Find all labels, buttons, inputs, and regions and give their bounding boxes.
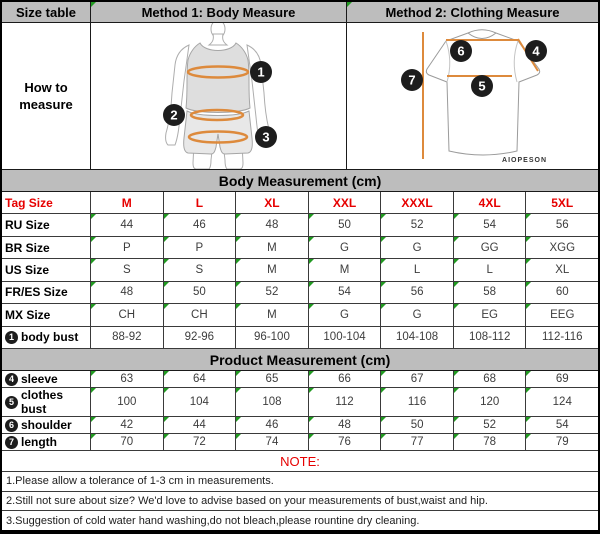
comment-corner-icon bbox=[454, 214, 459, 219]
row-label bbox=[2, 371, 91, 387]
method2-header bbox=[347, 2, 598, 23]
cell-value-text: 69 bbox=[555, 373, 569, 385]
method1-header bbox=[91, 2, 347, 23]
cell-value-text: 112 bbox=[335, 396, 354, 408]
cell-value bbox=[309, 371, 382, 387]
cell-value-text: XXXL bbox=[401, 195, 433, 210]
comment-corner-icon bbox=[91, 434, 96, 439]
cell-value bbox=[91, 214, 164, 235]
cell-value bbox=[309, 259, 382, 280]
comment-corner-icon bbox=[309, 417, 314, 422]
how-to-line2: measure bbox=[19, 97, 73, 112]
comment-corner-icon bbox=[526, 388, 531, 393]
body-diagram-cell bbox=[91, 23, 347, 170]
comment-corner-icon bbox=[526, 282, 531, 287]
cell-value-text: 79 bbox=[555, 436, 569, 448]
comment-corner-icon bbox=[526, 304, 531, 309]
comment-corner-icon bbox=[454, 388, 459, 393]
cell-value-text: 54 bbox=[555, 419, 569, 431]
cell-value-text: 54 bbox=[338, 286, 351, 299]
body-marker-3-label: 3 bbox=[262, 129, 270, 145]
row-label-text: clothes bust bbox=[21, 388, 64, 416]
comment-corner-icon bbox=[236, 434, 241, 439]
row-label bbox=[2, 327, 91, 348]
table-row bbox=[2, 327, 598, 349]
row-label bbox=[2, 214, 91, 235]
comment-corner-icon bbox=[454, 417, 459, 422]
cell-value bbox=[236, 237, 309, 258]
shirt-marker-5-label: 5 bbox=[478, 78, 486, 94]
cell-value bbox=[236, 371, 309, 387]
comment-corner-icon bbox=[164, 371, 169, 376]
top-header-row bbox=[2, 2, 598, 23]
cell-value-text: 88-92 bbox=[112, 331, 142, 344]
cell-value bbox=[236, 327, 309, 348]
comment-corner-icon bbox=[91, 237, 96, 242]
cell-value-text: GG bbox=[480, 241, 499, 254]
cell-value bbox=[454, 371, 527, 387]
cell-value bbox=[309, 282, 382, 303]
cell-value bbox=[91, 371, 164, 387]
cell-value bbox=[526, 214, 598, 235]
cell-value-text: 108 bbox=[262, 396, 282, 408]
comment-corner-icon bbox=[381, 259, 386, 264]
cell-value bbox=[526, 304, 598, 325]
cell-value bbox=[381, 434, 454, 450]
shirt-marker-4-label: 4 bbox=[532, 43, 540, 59]
cell-value-text: G bbox=[340, 241, 349, 254]
method1-label: Method 1: Body Measure bbox=[141, 4, 296, 20]
cell-value-text: 50 bbox=[192, 286, 206, 299]
cell-value-text: 50 bbox=[410, 419, 424, 431]
cell-value bbox=[454, 434, 527, 450]
cell-value bbox=[454, 282, 527, 303]
cell-value bbox=[526, 237, 598, 258]
cell-value-text: G bbox=[412, 241, 422, 254]
cell-value-text: S bbox=[122, 263, 131, 276]
comment-corner-icon bbox=[381, 417, 386, 422]
cell-value bbox=[236, 388, 309, 416]
cell-value-text: L bbox=[486, 263, 493, 276]
cell-value-text: M bbox=[267, 241, 277, 254]
cell-value bbox=[164, 434, 237, 450]
body-neck bbox=[209, 34, 227, 45]
row-label bbox=[2, 259, 91, 280]
cell-value bbox=[454, 214, 527, 235]
cell-value bbox=[381, 304, 454, 325]
cell-value bbox=[381, 388, 454, 416]
shirt-marker-5 bbox=[471, 75, 493, 97]
comment-corner-icon bbox=[526, 237, 531, 242]
cell-value-text: 56 bbox=[555, 219, 569, 232]
comment-corner-icon bbox=[526, 214, 531, 219]
cell-value bbox=[309, 327, 382, 348]
cell-value bbox=[381, 371, 454, 387]
cell-value bbox=[526, 371, 598, 387]
cell-value bbox=[454, 388, 527, 416]
cell-value-text: 112-116 bbox=[542, 331, 583, 344]
cell-value bbox=[91, 417, 164, 433]
row-label-text: US Size bbox=[5, 262, 50, 277]
comment-corner-icon bbox=[381, 388, 386, 393]
comment-corner-icon bbox=[309, 282, 314, 287]
cell-value bbox=[309, 434, 382, 450]
row-label-text: sleeve bbox=[21, 372, 58, 386]
comment-corner-icon bbox=[91, 417, 96, 422]
cell-value-text: XGG bbox=[549, 241, 576, 254]
cell-value-text: M bbox=[121, 195, 132, 210]
cell-value-text: 116 bbox=[407, 396, 427, 408]
diagram-row bbox=[2, 23, 598, 170]
shirt-marker-4 bbox=[525, 40, 547, 62]
comment-corner-icon bbox=[454, 304, 459, 309]
cell-value bbox=[526, 417, 598, 433]
cell-value-text: 52 bbox=[410, 219, 424, 232]
cell-value-text: 65 bbox=[265, 373, 279, 385]
cell-value bbox=[526, 259, 598, 280]
cell-value-text: M bbox=[267, 308, 277, 321]
row-label bbox=[2, 434, 91, 450]
cell-value bbox=[381, 237, 454, 258]
row-label-text: MX Size bbox=[5, 307, 51, 322]
row-label-text: FR/ES Size bbox=[5, 285, 68, 300]
comment-corner-icon bbox=[526, 259, 531, 264]
shirt-diagram-cell bbox=[347, 23, 598, 170]
cell-value-text: 77 bbox=[410, 436, 424, 448]
cell-value bbox=[164, 192, 237, 213]
body-measure-diagram bbox=[91, 23, 346, 169]
cell-value bbox=[454, 327, 527, 348]
cell-value-text: 48 bbox=[120, 286, 134, 299]
cell-value-text: XXL bbox=[332, 195, 357, 210]
cell-value-text: 67 bbox=[410, 373, 424, 385]
note-item: 3.Suggestion of cold water hand washing,do not bleach,please rountine dry cleaning. bbox=[6, 514, 420, 527]
comment-corner-icon bbox=[454, 259, 459, 264]
cell-value bbox=[236, 434, 309, 450]
marker-1-icon: 1 bbox=[5, 331, 18, 344]
comment-corner-icon bbox=[164, 282, 169, 287]
comment-corner-icon bbox=[236, 388, 241, 393]
row-label-text: RU Size bbox=[5, 218, 50, 233]
comment-corner-icon bbox=[381, 237, 386, 242]
cell-value bbox=[309, 388, 382, 416]
body-marker-1-label: 1 bbox=[257, 64, 265, 80]
marker-7-icon: 7 bbox=[5, 436, 18, 449]
body-marker-2 bbox=[163, 104, 185, 126]
shirt-marker-6-label: 6 bbox=[457, 43, 465, 59]
comment-corner-icon bbox=[381, 214, 386, 219]
how-to-measure-cell bbox=[2, 23, 91, 170]
cell-value-text: L bbox=[413, 263, 421, 276]
cell-value bbox=[309, 192, 382, 213]
cell-value bbox=[91, 282, 164, 303]
cell-value-text: 78 bbox=[483, 436, 497, 448]
cell-value bbox=[381, 214, 454, 235]
table-row bbox=[2, 371, 598, 388]
cell-value bbox=[91, 304, 164, 325]
cell-value-text: 52 bbox=[483, 419, 497, 431]
comment-corner-icon bbox=[164, 214, 169, 219]
comment-corner-icon bbox=[236, 417, 241, 422]
cell-value-text: 56 bbox=[410, 286, 424, 299]
comment-corner-icon bbox=[236, 237, 241, 242]
cell-value-text: 48 bbox=[338, 419, 351, 431]
cell-value bbox=[454, 304, 527, 325]
product-measurement-title: Product Measurement (cm) bbox=[2, 349, 598, 371]
cell-value-text: 100 bbox=[117, 396, 137, 408]
cell-value-text: M bbox=[339, 263, 350, 276]
cell-value-text: 124 bbox=[552, 396, 572, 408]
table-row bbox=[2, 417, 598, 434]
comment-corner-icon bbox=[164, 304, 169, 309]
cell-value bbox=[236, 192, 309, 213]
cell-value bbox=[91, 327, 164, 348]
cell-value-text: 92-96 bbox=[184, 331, 215, 344]
comment-corner-icon bbox=[454, 237, 459, 242]
cell-value bbox=[164, 371, 237, 387]
cell-value-text: XL bbox=[555, 263, 570, 276]
cell-value bbox=[164, 417, 237, 433]
cell-value-text: L bbox=[195, 195, 204, 210]
marker-6-icon: 6 bbox=[5, 419, 18, 432]
cell-value-text: 60 bbox=[555, 286, 569, 299]
comment-corner-icon bbox=[309, 304, 314, 309]
cell-value-text: 46 bbox=[192, 219, 206, 232]
cell-value bbox=[236, 214, 309, 235]
comment-corner-icon bbox=[347, 2, 352, 7]
cell-value bbox=[526, 192, 598, 213]
row-label bbox=[2, 237, 91, 258]
cell-value bbox=[236, 282, 309, 303]
comment-corner-icon bbox=[91, 259, 96, 264]
cell-value bbox=[236, 417, 309, 433]
cell-value bbox=[164, 388, 237, 416]
cell-value-text: 96-100 bbox=[254, 331, 290, 344]
comment-corner-icon bbox=[236, 214, 241, 219]
cell-value bbox=[309, 417, 382, 433]
cell-value bbox=[91, 434, 164, 450]
cell-value bbox=[381, 192, 454, 213]
cell-value-text: 76 bbox=[338, 436, 351, 448]
cell-value bbox=[309, 304, 382, 325]
comment-corner-icon bbox=[309, 214, 314, 219]
cell-value-text: EEG bbox=[550, 308, 575, 321]
cell-value-text: 70 bbox=[120, 436, 134, 448]
cell-value bbox=[454, 192, 527, 213]
cell-value bbox=[236, 304, 309, 325]
body-marker-3 bbox=[255, 126, 277, 148]
cell-value-text: 58 bbox=[483, 286, 497, 299]
notes-list bbox=[2, 472, 598, 530]
comment-corner-icon bbox=[164, 417, 169, 422]
clothing-measure-diagram bbox=[347, 23, 598, 169]
comment-corner-icon bbox=[236, 259, 241, 264]
comment-corner-icon bbox=[309, 434, 314, 439]
cell-value bbox=[164, 237, 237, 258]
row-label bbox=[2, 388, 91, 416]
comment-corner-icon bbox=[381, 434, 386, 439]
comment-corner-icon bbox=[91, 388, 96, 393]
cell-value bbox=[454, 417, 527, 433]
cell-value-text: 46 bbox=[265, 419, 279, 431]
cell-value-text: G bbox=[412, 308, 422, 321]
cell-value-text: 100-104 bbox=[323, 331, 366, 344]
shirt-marker-6 bbox=[450, 40, 472, 62]
comment-corner-icon bbox=[91, 2, 96, 7]
row-label bbox=[2, 282, 91, 303]
cell-value bbox=[381, 259, 454, 280]
comment-corner-icon bbox=[454, 282, 459, 287]
cell-value-text: 120 bbox=[480, 396, 500, 408]
size-table-header bbox=[2, 2, 91, 23]
marker-5-icon: 5 bbox=[5, 396, 18, 409]
cell-value-text: 42 bbox=[120, 419, 134, 431]
note-item: 2.Still not sure about size? We'd love to advise based on your measurements of bust,waist and hip. bbox=[2, 492, 598, 512]
row-label-text: shoulder bbox=[21, 418, 72, 432]
cell-value bbox=[526, 327, 598, 348]
cell-value bbox=[164, 304, 237, 325]
row-label-text: length bbox=[21, 435, 57, 449]
table-row bbox=[2, 214, 598, 236]
comment-corner-icon bbox=[526, 434, 531, 439]
table-row bbox=[2, 282, 598, 304]
comment-corner-icon bbox=[381, 304, 386, 309]
comment-corner-icon bbox=[309, 371, 314, 376]
row-label bbox=[2, 417, 91, 433]
cell-value-text: 108-112 bbox=[469, 331, 511, 344]
comment-corner-icon bbox=[309, 388, 314, 393]
cell-value bbox=[236, 259, 309, 280]
size-table-label: Size table bbox=[16, 4, 76, 20]
cell-value-text: XL bbox=[264, 195, 280, 210]
cell-value bbox=[164, 282, 237, 303]
body-marker-2-label: 2 bbox=[170, 107, 178, 123]
cell-value bbox=[526, 388, 598, 416]
comment-corner-icon bbox=[164, 388, 169, 393]
cell-value-text: 44 bbox=[120, 219, 134, 232]
table-row bbox=[2, 259, 598, 281]
comment-corner-icon bbox=[91, 214, 96, 219]
comment-corner-icon bbox=[164, 434, 169, 439]
cell-value bbox=[91, 388, 164, 416]
cell-value-text: 48 bbox=[265, 219, 279, 232]
cell-value-text: CH bbox=[118, 308, 136, 321]
body-measurement-title: Body Measurement (cm) bbox=[2, 170, 598, 192]
cell-value bbox=[91, 237, 164, 258]
cell-value bbox=[526, 434, 598, 450]
comment-corner-icon bbox=[91, 304, 96, 309]
table-row bbox=[2, 304, 598, 326]
cell-value-text: 64 bbox=[192, 373, 206, 385]
comment-corner-icon bbox=[381, 371, 386, 376]
cell-value-text: M bbox=[267, 263, 277, 276]
cell-value bbox=[454, 237, 527, 258]
cell-value-text: S bbox=[195, 263, 204, 276]
cell-value bbox=[309, 237, 382, 258]
table-row bbox=[2, 388, 598, 417]
cell-value-text: 50 bbox=[338, 219, 351, 232]
cell-value-text: 54 bbox=[483, 219, 497, 232]
cell-value bbox=[164, 259, 237, 280]
cell-value-text: 5XL bbox=[551, 195, 574, 210]
cell-value-text: 74 bbox=[265, 436, 279, 448]
comment-corner-icon bbox=[236, 371, 241, 376]
note-item: 1.Please allow a tolerance of 1-3 cm in measurements. bbox=[2, 472, 598, 492]
shirt-marker-7-label: 7 bbox=[408, 72, 416, 88]
cell-value-text: 72 bbox=[192, 436, 206, 448]
cell-value-text: P bbox=[122, 241, 131, 254]
cell-value-text: 52 bbox=[265, 286, 279, 299]
comment-corner-icon bbox=[236, 304, 241, 309]
row-label bbox=[2, 192, 91, 213]
cell-value bbox=[164, 214, 237, 235]
comment-corner-icon bbox=[91, 371, 96, 376]
comment-corner-icon bbox=[164, 237, 169, 242]
body-measurement-table bbox=[2, 192, 598, 349]
cell-value-text: 104-108 bbox=[395, 331, 439, 344]
cell-value-text: G bbox=[340, 308, 349, 321]
cell-value-text: EG bbox=[481, 308, 498, 321]
cell-value bbox=[381, 282, 454, 303]
row-label-text: Tag Size bbox=[5, 195, 53, 210]
cell-value bbox=[91, 192, 164, 213]
cell-value bbox=[164, 327, 237, 348]
comment-corner-icon bbox=[309, 259, 314, 264]
cell-value-text: 4XL bbox=[478, 195, 501, 210]
comment-corner-icon bbox=[454, 434, 459, 439]
table-row bbox=[2, 237, 598, 259]
cell-value-text: P bbox=[195, 241, 204, 254]
product-measurement-table bbox=[2, 371, 598, 451]
shirt-marker-7 bbox=[401, 69, 423, 91]
comment-corner-icon bbox=[381, 282, 386, 287]
cell-value-text: CH bbox=[191, 308, 208, 321]
comment-corner-icon bbox=[91, 282, 96, 287]
brand-label: AIOPESON bbox=[502, 157, 547, 164]
cell-value-text: 104 bbox=[189, 396, 209, 408]
how-to-line1: How to bbox=[24, 80, 68, 95]
cell-value-text: 44 bbox=[192, 419, 206, 431]
cell-value bbox=[91, 259, 164, 280]
cell-value bbox=[309, 214, 382, 235]
cell-value bbox=[381, 417, 454, 433]
cell-value bbox=[381, 327, 454, 348]
row-label-text: BR Size bbox=[5, 240, 50, 255]
cell-value-text: 63 bbox=[120, 373, 134, 385]
note-title: NOTE: bbox=[2, 451, 598, 472]
marker-4-icon: 4 bbox=[5, 373, 18, 386]
comment-corner-icon bbox=[236, 282, 241, 287]
comment-corner-icon bbox=[526, 417, 531, 422]
comment-corner-icon bbox=[309, 237, 314, 242]
cell-value-text: 68 bbox=[483, 373, 497, 385]
method2-label: Method 2: Clothing Measure bbox=[385, 4, 560, 20]
cell-value bbox=[526, 282, 598, 303]
comment-corner-icon bbox=[164, 259, 169, 264]
cell-value-text: 66 bbox=[338, 373, 351, 385]
table-row bbox=[2, 434, 598, 451]
body-marker-1 bbox=[250, 61, 272, 83]
comment-corner-icon bbox=[526, 371, 531, 376]
row-label bbox=[2, 304, 91, 325]
row-label-text: body bust bbox=[21, 330, 79, 345]
table-row bbox=[2, 192, 598, 214]
comment-corner-icon bbox=[454, 371, 459, 376]
cell-value bbox=[454, 259, 527, 280]
